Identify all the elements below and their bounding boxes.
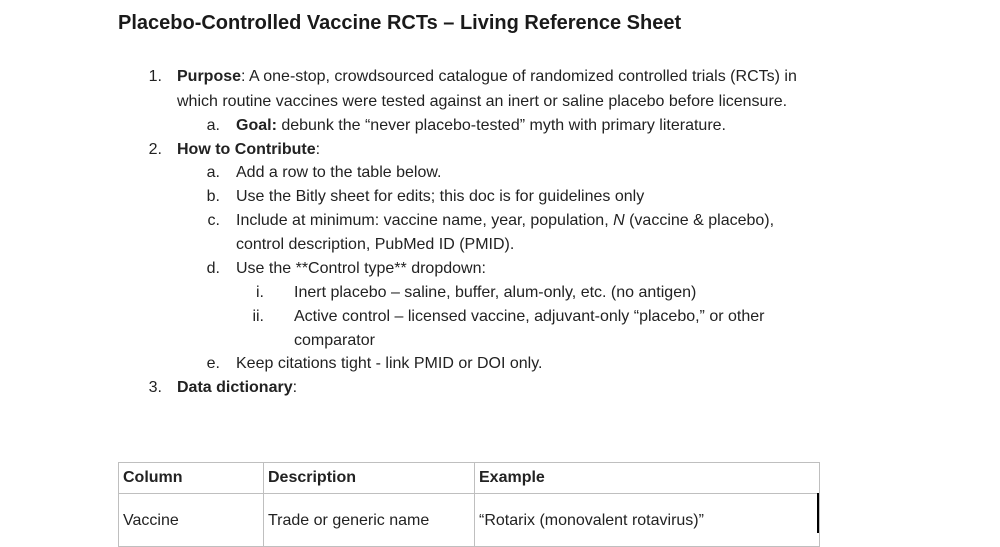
list-marker-2: 2. <box>148 141 162 158</box>
data-dictionary-label: Data dictionary <box>177 379 293 396</box>
header-example: Example <box>475 463 820 494</box>
purpose-label: Purpose <box>177 68 242 85</box>
list-marker-3: 3. <box>148 379 162 396</box>
control-type-active-line-2: comparator <box>294 332 375 349</box>
contribute-suffix: : <box>315 141 321 158</box>
contribute-step-d: Use the **Control type** dropdown: <box>236 260 486 277</box>
list-marker-1a: a. <box>206 117 220 134</box>
contribute-step-e: Keep citations tight - link PMID or DOI only. <box>236 355 543 372</box>
header-description: Description <box>264 463 475 494</box>
cell-example[interactable]: “Rotarix (monovalent rotavirus)” <box>475 494 820 547</box>
list-marker-2d: d. <box>206 260 220 277</box>
list-marker-2d-i: i. <box>256 284 264 301</box>
document-title: Placebo-Controlled Vaccine RCTs – Living Reference Sheet <box>118 12 682 34</box>
list-marker-1: 1. <box>148 68 162 85</box>
contribute-heading <box>177 139 320 161</box>
goal-text: debunk the “never placebo-tested” myth with primary literature. <box>276 117 726 134</box>
contribute-step-c-line-2: control description, PubMed ID (PMID). <box>236 236 515 253</box>
step-c-text-pre: Include at minimum: vaccine name, year, population, <box>236 212 614 229</box>
control-type-inert: Inert placebo – saline, buffer, alum-only, etc. (no antigen) <box>294 284 697 301</box>
data-dictionary-suffix: : <box>292 379 298 396</box>
contribute-step-a: Add a row to the table below. <box>236 164 442 181</box>
list-marker-2b: b. <box>206 188 220 205</box>
control-type-active-line-1: Active control – licensed vaccine, adjuvant-only “placebo,” or other <box>294 308 765 325</box>
contribute-step-c-line-1 <box>236 210 774 232</box>
contribute-label: How to Contribute <box>177 141 316 158</box>
table-selection-edge <box>817 493 819 533</box>
table-row <box>119 494 820 547</box>
purpose-text-1: : A one-stop, crowdsourced catalogue of randomized controlled trials (RCTs) in <box>241 68 797 85</box>
list-marker-2a: a. <box>206 164 220 181</box>
data-dictionary-heading <box>177 377 297 399</box>
header-column: Column <box>119 463 264 494</box>
step-c-text-post: (vaccine & placebo), <box>624 212 775 229</box>
data-dictionary-table <box>118 462 820 547</box>
cell-description[interactable]: Trade or generic name <box>264 494 475 547</box>
list-marker-2d-ii: ii. <box>252 308 264 325</box>
step-c-text-italic: N <box>613 212 625 229</box>
contribute-step-b: Use the Bitly sheet for edits; this doc is for guidelines only <box>236 188 645 205</box>
purpose-line-1 <box>177 66 797 88</box>
goal-label: Goal: <box>236 117 277 134</box>
cell-column[interactable]: Vaccine <box>119 494 264 547</box>
purpose-line-2: which routine vaccines were tested against an inert or saline placebo before licensure. <box>177 93 788 110</box>
table-header-row <box>119 463 820 494</box>
list-marker-2c: c. <box>207 212 220 229</box>
list-marker-2e: e. <box>206 355 220 372</box>
goal-line <box>236 115 726 137</box>
